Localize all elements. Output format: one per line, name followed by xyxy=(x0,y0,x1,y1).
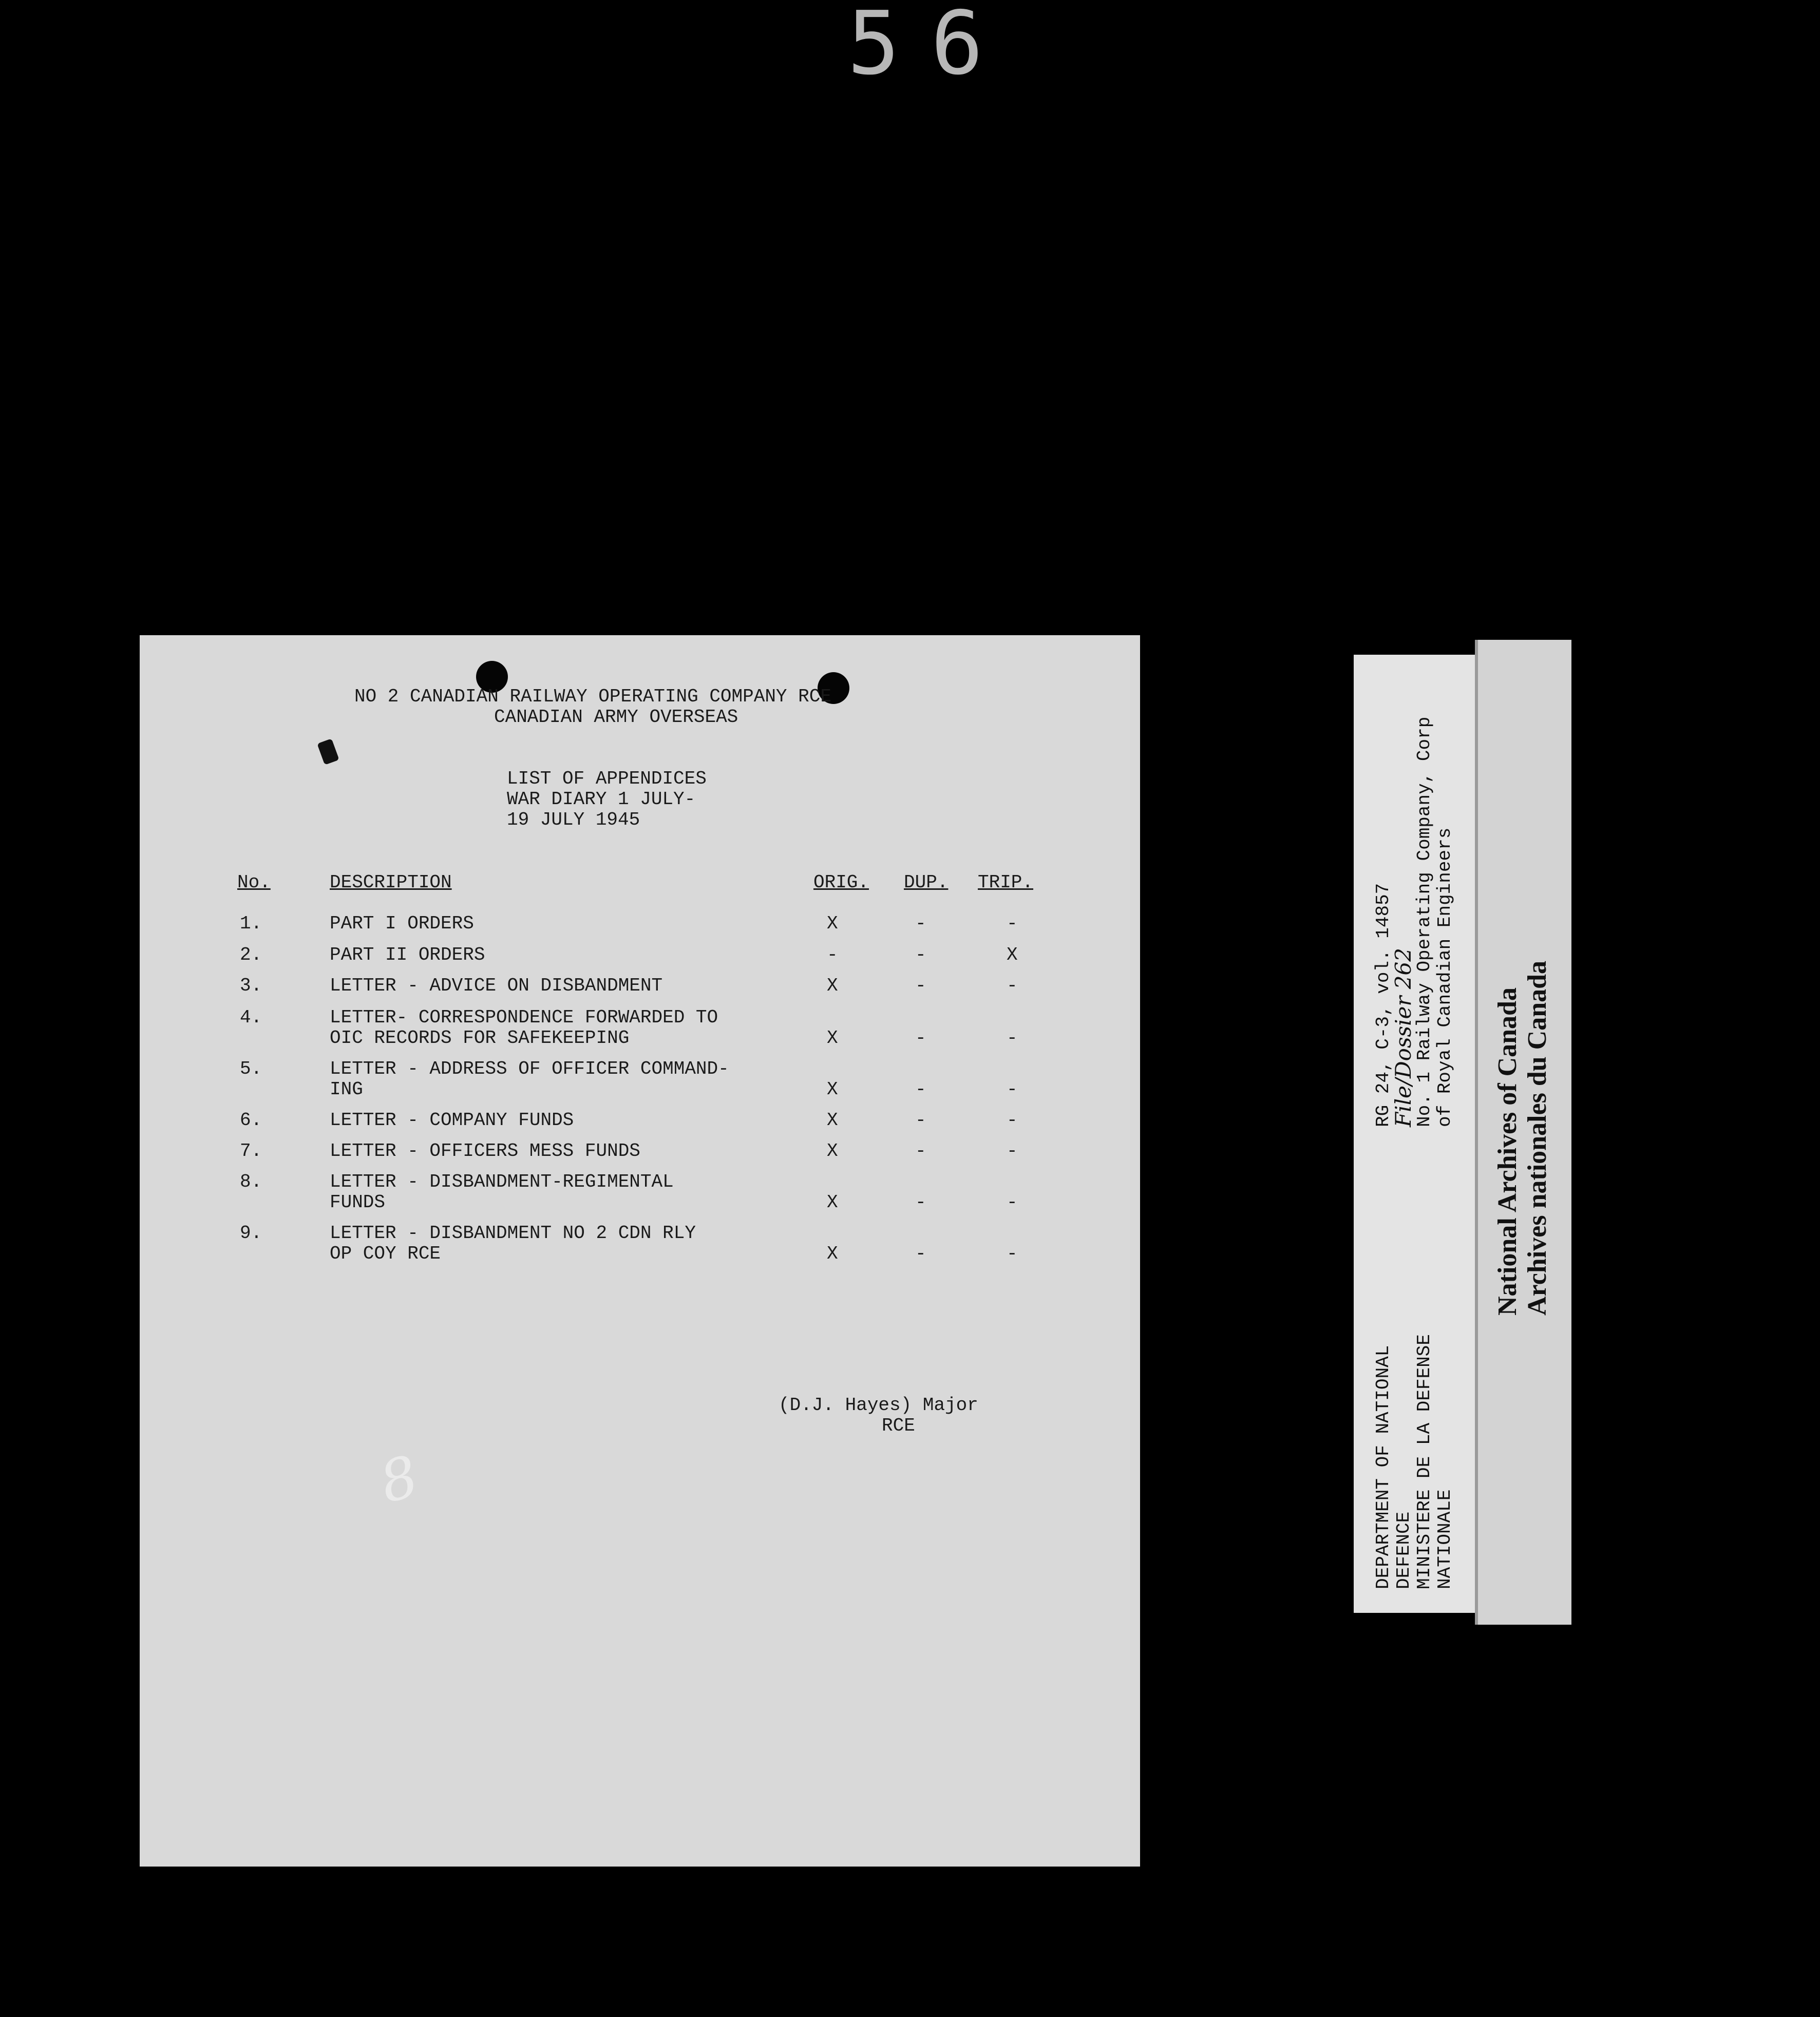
department-line-1: DEPARTMENT OF NATIONAL xyxy=(1373,1345,1394,1589)
row-9-orig: X xyxy=(827,1243,838,1264)
row-8-orig: X xyxy=(827,1192,838,1213)
row-4-description-line-1: LETTER- CORRESPONDENCE FORWARDED TO xyxy=(330,1007,718,1028)
row-9-no: 9. xyxy=(240,1223,262,1244)
row-8-trip: - xyxy=(1007,1192,1018,1213)
signature-line-2: RCE xyxy=(882,1415,915,1436)
document-page xyxy=(140,635,1140,1867)
archives-name-french: Archives nationales du Canada xyxy=(1523,960,1552,1316)
row-6-orig: X xyxy=(827,1110,838,1131)
row-3-orig: X xyxy=(827,975,838,996)
archives-name-english: National Archives of Canada xyxy=(1493,987,1522,1316)
archives-stamp-label xyxy=(1475,640,1571,1625)
row-7-no: 7. xyxy=(240,1140,262,1162)
row-5-description-line-2: ING xyxy=(330,1079,363,1100)
microfilm-frame-number: 56 xyxy=(847,0,1014,94)
row-2-trip: X xyxy=(1007,944,1018,965)
column-header-dup: DUP. xyxy=(904,872,949,893)
column-header-description: DESCRIPTION xyxy=(330,872,452,893)
row-6-description: LETTER - COMPANY FUNDS xyxy=(330,1110,574,1131)
row-3-dup: - xyxy=(915,975,926,996)
row-8-dup: - xyxy=(915,1192,926,1213)
unit-name-line-2: of Royal Canadian Engineers xyxy=(1434,827,1455,1127)
row-6-trip: - xyxy=(1007,1110,1018,1131)
row-5-no: 5. xyxy=(240,1058,262,1079)
header-line-2: CANADIAN ARMY OVERSEAS xyxy=(494,707,738,728)
row-7-description: LETTER - OFFICERS MESS FUNDS xyxy=(330,1140,640,1162)
row-7-orig: X xyxy=(827,1140,838,1162)
department-line-4: NATIONALE xyxy=(1434,1489,1455,1589)
row-7-dup: - xyxy=(915,1140,926,1162)
row-5-dup: - xyxy=(915,1079,926,1100)
row-4-dup: - xyxy=(915,1027,926,1049)
row-3-no: 3. xyxy=(240,975,262,996)
file-dossier-number: File/Dossier 262 xyxy=(1391,948,1416,1127)
header-line-1: NO 2 CANADIAN RAILWAY OPERATING COMPANY RCE xyxy=(354,686,831,707)
row-5-orig: X xyxy=(827,1079,838,1100)
column-header-orig: ORIG. xyxy=(813,872,869,893)
row-8-description-line-1: LETTER - DISBANDMENT-REGIMENTAL xyxy=(330,1171,674,1192)
row-9-description-line-2: OP COY RCE xyxy=(330,1243,441,1264)
title-line-2: WAR DIARY 1 JULY- xyxy=(507,789,696,810)
unit-name-line-1: No. 1 Railway Operating Company, Corp xyxy=(1414,716,1435,1127)
row-2-no: 2. xyxy=(240,944,262,965)
row-5-description-line-1: LETTER - ADDRESS OF OFFICER COMMAND- xyxy=(330,1058,729,1079)
title-line-1: LIST OF APPENDICES xyxy=(507,768,707,789)
handwritten-mark: 8 xyxy=(373,1443,425,1516)
row-6-no: 6. xyxy=(240,1110,262,1131)
row-1-dup: - xyxy=(915,913,926,934)
row-9-dup: - xyxy=(915,1243,926,1264)
column-header-trip: TRIP. xyxy=(978,872,1034,893)
title-line-3: 19 JULY 1945 xyxy=(507,809,640,830)
row-9-description-line-1: LETTER - DISBANDMENT NO 2 CDN RLY xyxy=(330,1223,696,1244)
row-1-orig: X xyxy=(827,913,838,934)
row-2-orig: - xyxy=(827,944,838,965)
row-2-dup: - xyxy=(915,944,926,965)
signature-line-1: (D.J. Hayes) Major xyxy=(779,1395,978,1416)
row-4-trip: - xyxy=(1007,1027,1018,1049)
row-1-description: PART I ORDERS xyxy=(330,913,474,934)
row-2-description: PART II ORDERS xyxy=(330,944,485,965)
row-4-no: 4. xyxy=(240,1007,262,1028)
row-9-trip: - xyxy=(1007,1243,1018,1264)
row-6-dup: - xyxy=(915,1110,926,1131)
row-8-description-line-2: FUNDS xyxy=(330,1192,386,1213)
record-group-reference: RG 24, C-3, vol. 14857 xyxy=(1373,883,1394,1127)
row-4-description-line-2: OIC RECORDS FOR SAFEKEEPING xyxy=(330,1027,630,1049)
department-line-2: DEFENCE xyxy=(1393,1511,1414,1589)
row-3-trip: - xyxy=(1007,975,1018,996)
row-8-no: 8. xyxy=(240,1171,262,1192)
row-4-orig: X xyxy=(827,1027,838,1049)
row-1-trip: - xyxy=(1007,913,1018,934)
row-5-trip: - xyxy=(1007,1079,1018,1100)
ink-blot xyxy=(317,738,339,765)
row-3-description: LETTER - ADVICE ON DISBANDMENT xyxy=(330,975,663,996)
archive-reference-label xyxy=(1354,655,1479,1613)
department-line-3: MINISTERE DE LA DEFENSE xyxy=(1414,1334,1435,1589)
column-header-no: No. xyxy=(237,872,271,893)
row-1-no: 1. xyxy=(240,913,262,934)
row-7-trip: - xyxy=(1007,1140,1018,1162)
